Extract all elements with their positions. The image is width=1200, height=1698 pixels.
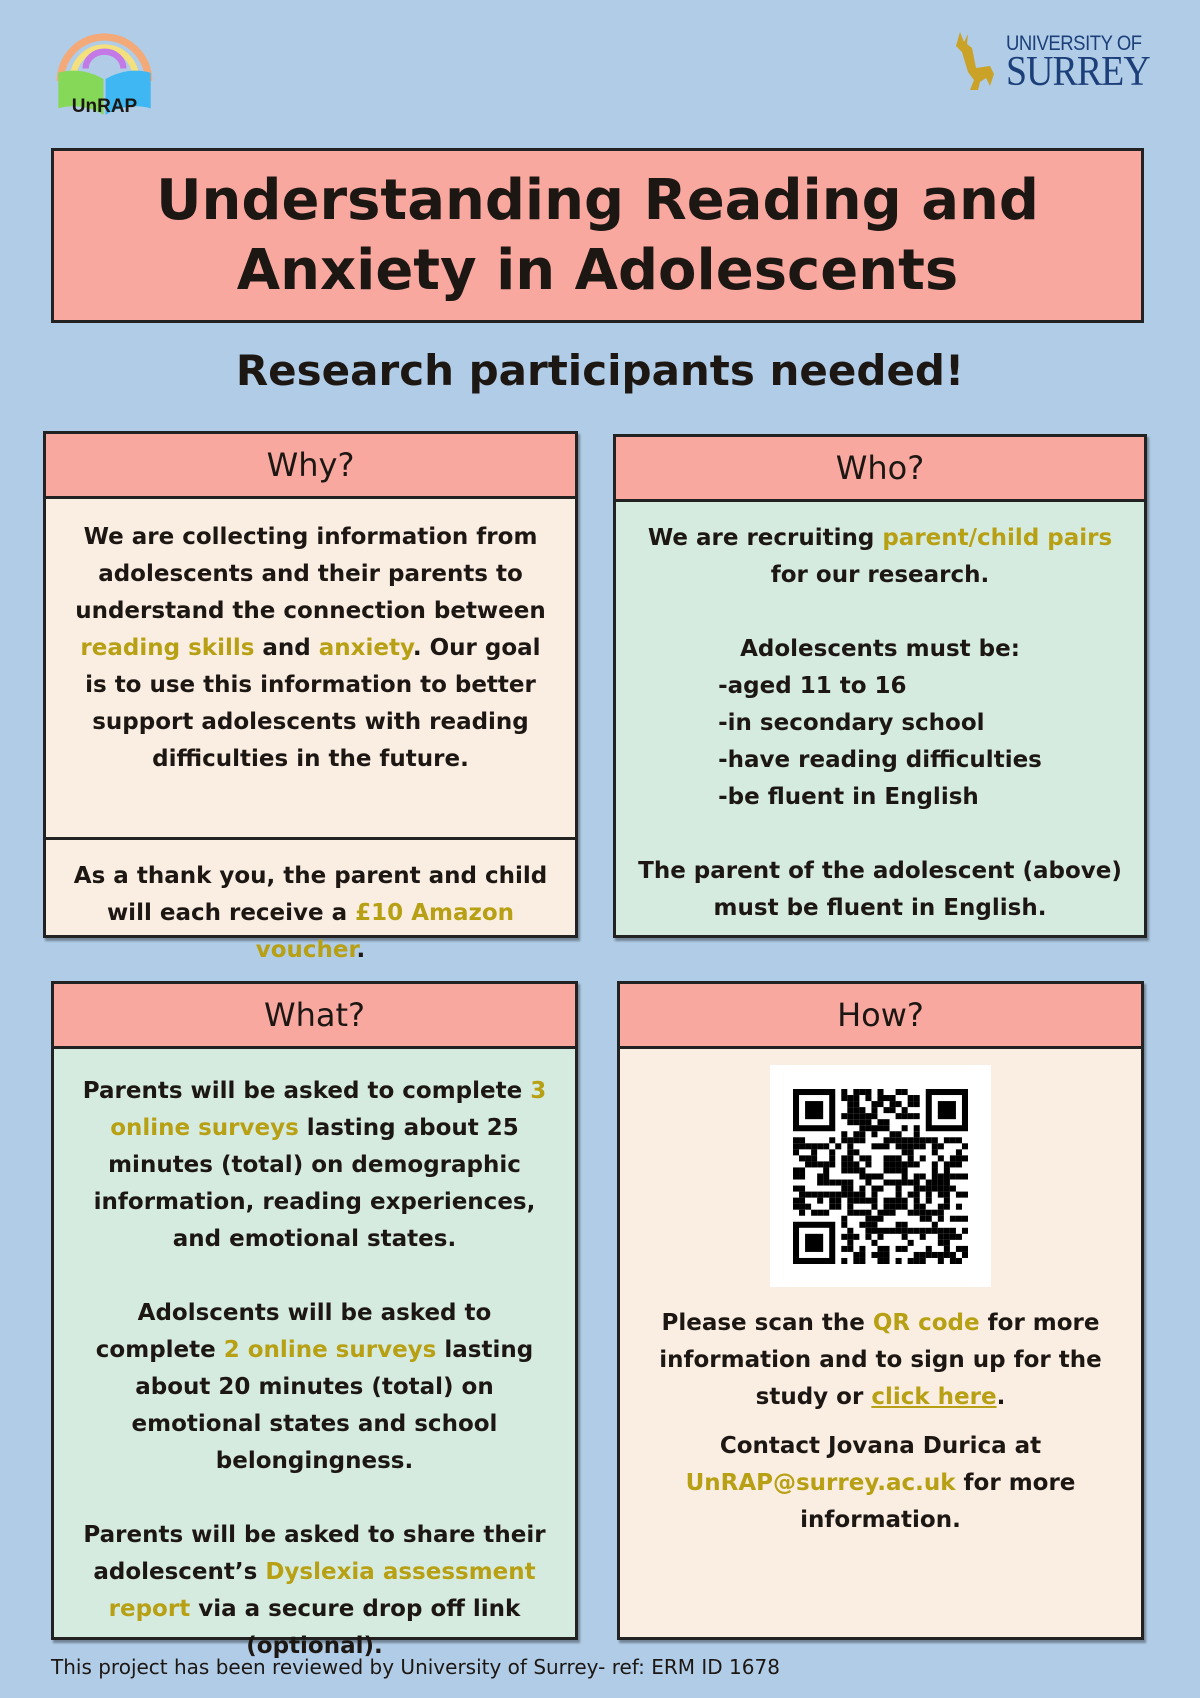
why-card [43, 431, 578, 963]
paragraph [640, 1428, 1121, 1539]
click-here-link[interactable]: click here [871, 1384, 997, 1410]
what-heading: What? [54, 984, 575, 1049]
highlighted-text: Dyslexia assessment report [108, 1559, 536, 1622]
paragraph [74, 1073, 555, 1258]
highlighted-text: anxiety [318, 635, 413, 661]
text: Parents will be asked to share their adolescent’s [83, 1522, 546, 1585]
footer-note: This project has been reviewed by University of Surrey- ref: ERM ID 1678 [51, 1655, 780, 1679]
who-heading: Who? [616, 437, 1144, 502]
text: We are collecting information from adolescents and their parents to understand the connection between [75, 524, 546, 624]
page-title: Understanding Reading and Anxiety in Adolescents [51, 148, 1144, 323]
text: . [996, 1384, 1006, 1410]
text: lasting about 25 minutes (total) on demographic information, reading experiences, and emotional states. [93, 1115, 536, 1252]
highlighted-text: 2 online surveys [223, 1337, 437, 1363]
subtitle: Research participants needed! [235, 346, 965, 395]
how-body [620, 1287, 1141, 1539]
text: for more information. [800, 1470, 1076, 1533]
highlighted-text: £10 Amazon voucher [255, 900, 515, 963]
text: Contact Jovana Durica at [719, 1433, 1042, 1459]
paragraph [74, 1517, 555, 1665]
highlighted-text: QR code [872, 1310, 980, 1336]
eligibility-list [718, 668, 1042, 816]
why-body [46, 499, 575, 837]
highlighted-text: reading skills [80, 635, 255, 661]
qr-code-icon [793, 1089, 968, 1264]
text: We are recruiting [647, 525, 883, 551]
text: Parents will be asked to complete [82, 1078, 531, 1104]
how-card [617, 981, 1144, 1640]
text: via a secure drop off link (optional). [190, 1596, 521, 1659]
text: for our research. [770, 562, 990, 588]
what-card [51, 981, 578, 1659]
who-body [616, 502, 1144, 927]
highlighted-text: parent/child pairs [882, 525, 1113, 551]
why-thanks [46, 840, 575, 969]
who-intro [636, 520, 1124, 594]
paragraph [640, 1305, 1121, 1416]
text: . Our goal is to use this information to better support adolescents with reading difficulties in the future. [85, 635, 541, 772]
who-list-title: Adolescents must be: [740, 636, 1020, 662]
who-card [613, 434, 1147, 938]
text: As a thank you, the parent and child will each receive a [73, 863, 548, 926]
list-item: -be fluent in English [718, 784, 979, 810]
list-item: -have reading difficulties [718, 747, 1042, 773]
paragraph [66, 519, 555, 778]
how-heading: How? [620, 984, 1141, 1049]
what-body [54, 1049, 575, 1665]
unrap-logo-text: UnRAP [71, 96, 138, 117]
highlighted-text: UnRAP@surrey.ac.uk [685, 1470, 956, 1496]
paragraph [74, 1295, 555, 1480]
text: lasting about 20 minutes (total) on emotional states and school belongingness. [131, 1337, 534, 1474]
highlighted-text: 3 online surveys [110, 1078, 547, 1141]
who-outro [636, 853, 1124, 927]
list-item: -aged 11 to 16 [718, 673, 907, 699]
university-of-surrey-logo: UNIVERSITY OF SURREY [950, 28, 1160, 92]
text: Adolscents will be asked to complete [95, 1300, 492, 1363]
text: and [254, 635, 319, 661]
text: . [356, 937, 366, 963]
text: for more information and to sign up for the study or [659, 1310, 1102, 1410]
list-item: -in secondary school [718, 710, 985, 736]
text: Please scan the [661, 1310, 873, 1336]
why-heading: Why? [46, 434, 575, 499]
qr-code[interactable] [770, 1065, 991, 1287]
stag-icon [950, 28, 1000, 92]
text: The parent of the adolescent (above) must be fluent in English. [638, 858, 1122, 921]
